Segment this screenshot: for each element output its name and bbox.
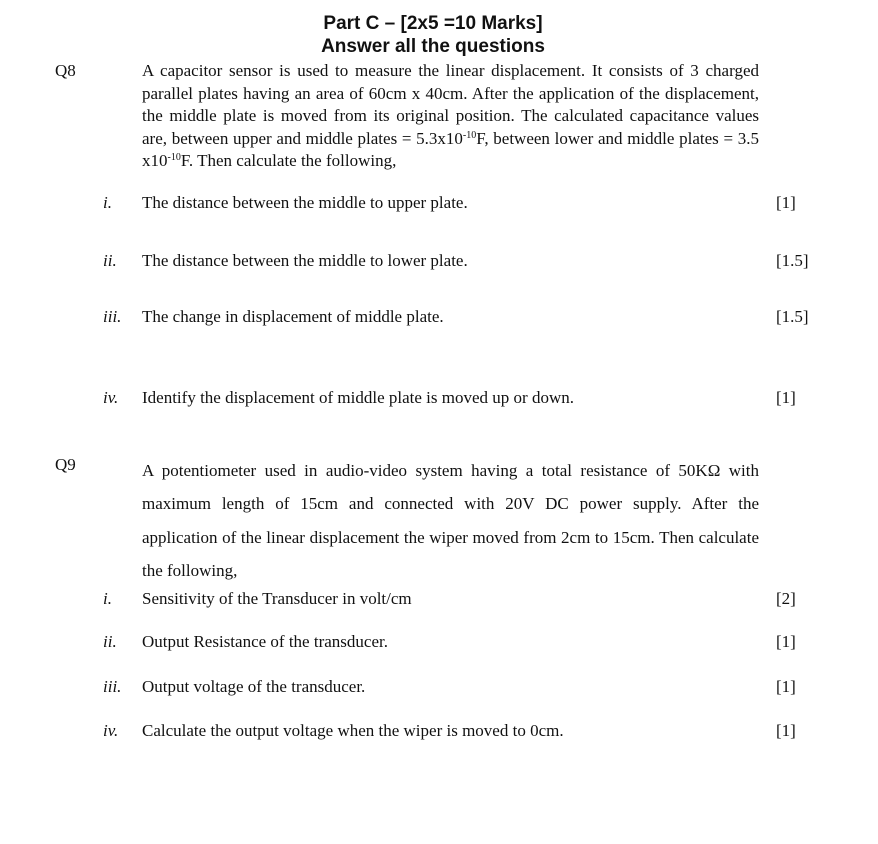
subquestion-text: The change in displacement of middle plate. bbox=[142, 307, 444, 326]
subquestion-text: Identify the displacement of middle plate is moved up or down. bbox=[142, 388, 574, 407]
subquestion-numeral: iii. bbox=[103, 677, 122, 696]
q8-subquestion-1 bbox=[0, 192, 878, 214]
section-instruction: Answer all the questions bbox=[321, 36, 545, 57]
subquestion-text: The distance between the middle to upper plate. bbox=[142, 193, 468, 212]
subquestion-numeral: iv. bbox=[103, 721, 119, 740]
section-title: Part C – [2x5 =10 Marks] bbox=[323, 13, 543, 34]
q8-exponent-2: -10 bbox=[167, 152, 181, 164]
q8-intro-part-b: F, between lower and middle plates = 3.5 x10 bbox=[142, 128, 759, 171]
question-number-q8: Q8 bbox=[55, 61, 76, 80]
q8-intro-part-a: A capacitor sensor is used to measure the linear displacement. It consists of 3 charged parallel plates having an area of 60cm x 40cm. After the application of the displacement, the middle plate is moved from its original position. The calculated capacitance values are, between upper and middle plates = 5.3x10 bbox=[142, 61, 759, 148]
question-q8-text bbox=[142, 60, 759, 173]
subquestion-marks: [1] bbox=[776, 388, 796, 407]
subquestion-marks: [1] bbox=[776, 632, 796, 651]
q9-subquestion-1 bbox=[0, 588, 878, 610]
q9-subquestion-3 bbox=[0, 676, 878, 698]
q8-subquestion-4 bbox=[0, 387, 878, 409]
subquestion-marks: [1.5] bbox=[776, 307, 809, 326]
subquestion-marks: [1] bbox=[776, 193, 796, 212]
question-number-q9: Q9 bbox=[55, 455, 76, 474]
q8-intro-part-c: F. Then calculate the following, bbox=[180, 151, 397, 171]
subquestion-marks: [1] bbox=[776, 677, 796, 696]
question-q9-text: A potentiometer used in audio-video system having a total resistance of 50KΩ with maximum length of 15cm and connected with 20V DC power supply. After the application of the linear displacement the wiper moved from 2cm to 15cm. Then calculate the following, bbox=[142, 461, 759, 580]
subquestion-text: Output Resistance of the transducer. bbox=[142, 632, 388, 651]
subquestion-text: Calculate the output voltage when the wiper is moved to 0cm. bbox=[142, 721, 564, 740]
subquestion-numeral: i. bbox=[103, 589, 112, 608]
subquestion-numeral: iii. bbox=[103, 307, 122, 326]
subquestion-marks: [2] bbox=[776, 589, 796, 608]
subquestion-numeral: ii. bbox=[103, 251, 117, 270]
q8-subquestion-2 bbox=[0, 250, 878, 272]
q9-subquestion-2 bbox=[0, 631, 878, 653]
subquestion-numeral: i. bbox=[103, 193, 112, 212]
subquestion-marks: [1] bbox=[776, 721, 796, 740]
subquestion-marks: [1.5] bbox=[776, 251, 809, 270]
subquestion-numeral: ii. bbox=[103, 632, 117, 651]
subquestion-text: Output voltage of the transducer. bbox=[142, 677, 366, 696]
subquestion-text: Sensitivity of the Transducer in volt/cm bbox=[142, 589, 412, 608]
q8-exponent-1: -10 bbox=[462, 129, 477, 141]
subquestion-numeral: iv. bbox=[103, 388, 119, 407]
q9-subquestion-4 bbox=[0, 720, 878, 742]
q8-subquestion-3 bbox=[0, 306, 878, 328]
subquestion-text: The distance between the middle to lower plate. bbox=[142, 251, 468, 270]
